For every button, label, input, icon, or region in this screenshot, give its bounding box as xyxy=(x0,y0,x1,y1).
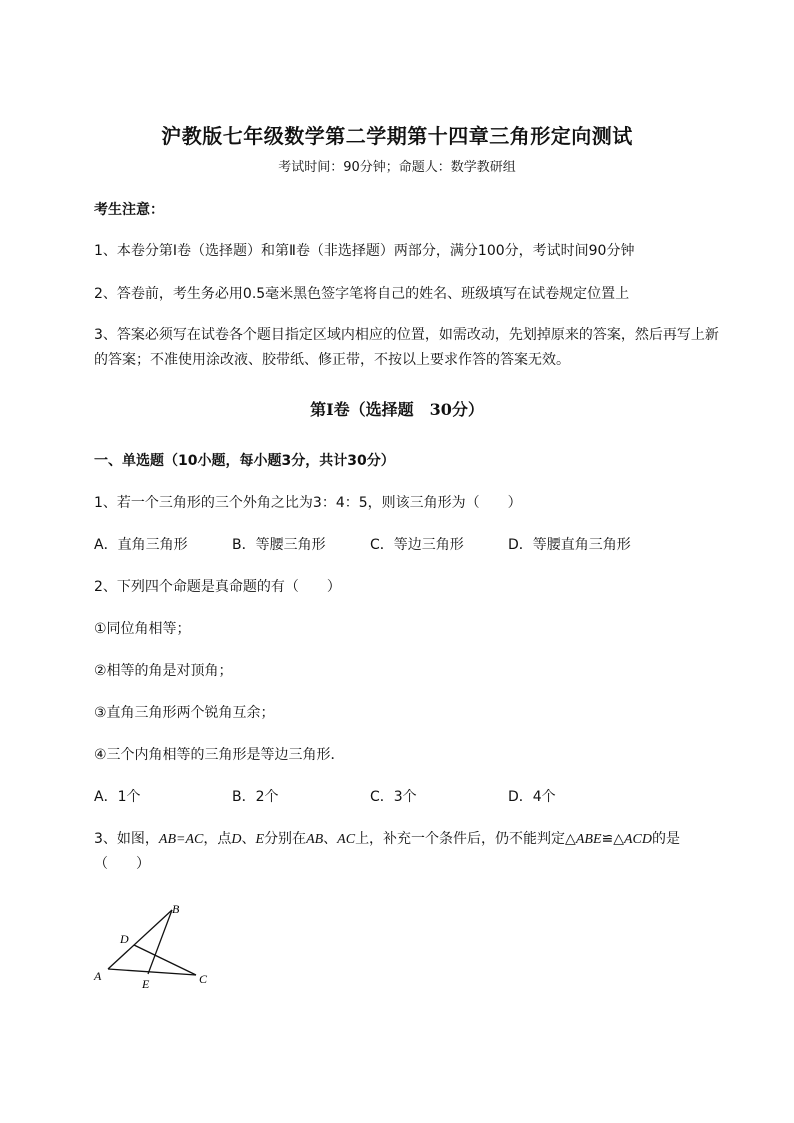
q1-stem: 1、若一个三角形的三个外角之比为3：4：5，则该三角形为（ ） xyxy=(94,495,522,511)
q3-text: 的是 xyxy=(652,831,680,847)
q2-statement-2: ②相等的角是对顶角； xyxy=(94,663,233,679)
label-e: E xyxy=(142,977,150,991)
q3-math: AB xyxy=(306,832,324,847)
triangle-figure xyxy=(88,898,218,993)
segment-ab xyxy=(108,910,172,969)
q1-option-b: B．等腰三角形 xyxy=(232,537,326,553)
label-a: A xyxy=(94,969,102,983)
label-c: C xyxy=(199,972,208,986)
part1-title: 第Ⅰ卷（选择题 30分） xyxy=(310,400,484,419)
q2-option-b: B．2个 xyxy=(232,789,279,805)
section-heading: 一、单选题（10小题，每小题3分，共计30分） xyxy=(94,453,395,469)
q3-text: 上，补充一个条件后，仍不能判定△ xyxy=(355,831,576,847)
q3-text: 分别在 xyxy=(264,831,307,847)
label-d: D xyxy=(120,932,129,946)
segment-ac xyxy=(108,969,196,975)
q2-option-d: D．4个 xyxy=(508,789,556,805)
q3-math: D xyxy=(231,832,242,847)
q1-option-d: D．等腰直角三角形 xyxy=(508,537,631,553)
notice-heading: 考生注意： xyxy=(94,202,164,218)
q3-text: 、 xyxy=(241,831,256,847)
q3-text: 、 xyxy=(323,831,338,847)
q3-text: ≌△ xyxy=(601,831,624,847)
q3-math: AB=AC xyxy=(158,832,204,847)
q2-stem: 2、下列四个命题是真命题的有（ ） xyxy=(94,579,341,595)
q1-option-a: A．直角三角形 xyxy=(94,537,188,553)
segment-dc xyxy=(134,945,196,975)
q3-text: 3、如图， xyxy=(94,831,159,847)
exam-title: 沪教版七年级数学第二学期第十四章三角形定向测试 xyxy=(161,124,633,148)
notice-item-2: 2、答卷前，考生务必用0.5毫米黑色签字笔将自己的姓名、班级填写在试卷规定位置上 xyxy=(94,286,630,302)
q2-option-c: C．3个 xyxy=(370,789,417,805)
q3-text: ，点 xyxy=(203,831,232,847)
q3-math: AC xyxy=(337,832,356,847)
notice-item-3-cont: 的答案；不准使用涂改液、胶带纸、修正带，不按以上要求作答的答案无效。 xyxy=(94,352,570,368)
segment-be xyxy=(148,910,172,974)
q3-stem-line2: （ ） xyxy=(94,856,150,872)
notice-item-1: 1、本卷分第Ⅰ卷（选择题）和第Ⅱ卷（非选择题）两部分，满分100分，考试时间90分钟 xyxy=(94,243,635,259)
q3-math: ABE xyxy=(575,832,602,847)
q3-math: ACD xyxy=(624,832,652,847)
q1-option-c: C．等边三角形 xyxy=(370,537,464,553)
q2-statement-1: ①同位角相等； xyxy=(94,621,191,637)
label-b: B xyxy=(172,902,180,916)
q3-math: E xyxy=(255,832,265,847)
q2-option-a: A．1个 xyxy=(94,789,141,805)
q3-stem xyxy=(94,829,680,850)
q2-statement-4: ④三个内角相等的三角形是等边三角形． xyxy=(94,747,345,763)
notice-item-3: 3、答案必须写在试卷各个题目指定区域内相应的位置，如需改动，先划掉原来的答案，然后再写上新 xyxy=(94,327,719,343)
q2-statement-3: ③直角三角形两个锐角互余； xyxy=(94,705,275,721)
exam-subtitle: 考试时间：90分钟；命题人：数学教研组 xyxy=(278,160,516,175)
